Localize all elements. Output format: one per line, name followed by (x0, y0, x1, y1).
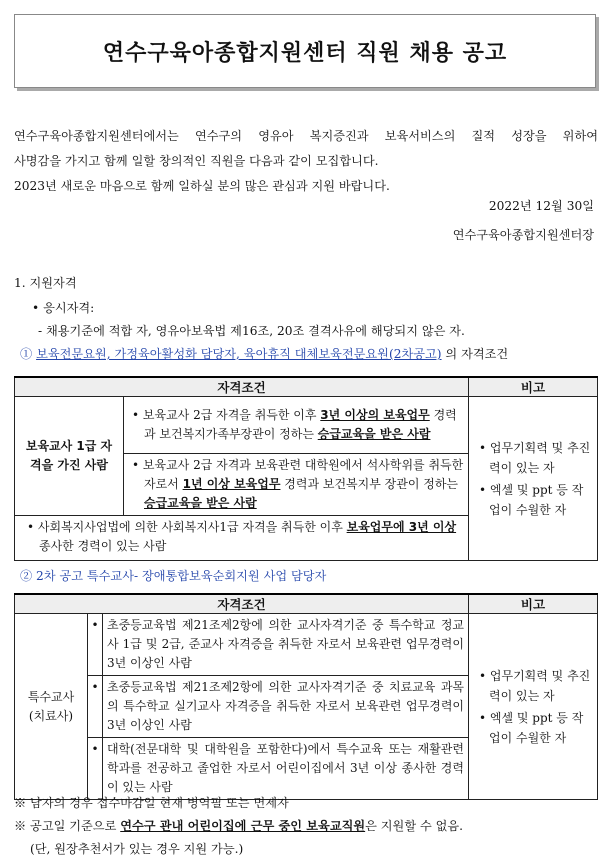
qualification-table-1 (14, 376, 598, 561)
eligibility-bullet: • 응시자격: (32, 301, 95, 315)
table2-note (469, 614, 598, 800)
table1-note-1: • 업무기획력 및 추진력이 있는 자 (479, 440, 591, 475)
table2-header-note: 비고 (469, 594, 598, 614)
table2-bullet-3: • (88, 738, 103, 800)
table2-row-1: 초중등교육법 제21조제2항에 의한 교사자격기준 중 특수학교 정교사 1급 및 2급, 준교사 자격증을 취득한 자로서 보육관련 업무경력이 3년 이상인 사람 (103, 614, 469, 676)
table1-row-1: • 보육교사 2급 자격을 취득한 이후 3년 이상의 보육업무 경력과 보건복지가족부장관이 정하는 승급교육을 받은 사람 (124, 397, 469, 454)
eligibility-sub: - 채용기준에 적합 자, 영유아보육법 제16조, 20조 결격사유에 해당되지 않은 자. (38, 324, 465, 338)
footnote-military: ※ 남자의 경우 접수마감일 현재 병역필 또는 면제자 (14, 796, 289, 810)
table1-row-2: • 보육교사 2급 자격과 보육관련 대학원에서 석사학위를 취득한 자로서 1년 이상 보육업무 경력과 보건복지부 장관이 정하는 승급교육을 받은 사람 (124, 454, 469, 516)
page-title: 연수구육아종합지원센터 직원 채용 공고 (102, 40, 508, 66)
announcement-date: 2022년 12월 30일 (488, 199, 594, 213)
part1-marker: ① (20, 347, 33, 361)
title-box (14, 14, 596, 88)
table1-target: 보육교사 1급 자격을 가진 사람 (15, 397, 124, 516)
table2-note-2: • 엑셀 및 ppt 등 작업이 수월한 자 (479, 710, 584, 745)
table2-note-1: • 업무기획력 및 추진력이 있는 자 (479, 668, 591, 703)
table2-row-3: 대학(전문대학 및 대학원을 포함한다)에서 특수교육 또는 재활관련 학과를 전공하고 졸업한 자로서 어린이집에서 3년 이상 종사한 경력이 있는 사람 (103, 738, 469, 800)
table2-header-conditions: 자격조건 (15, 594, 469, 614)
part1-title: 보육전문요원, 가정육아활성화 담당자, 육아휴직 대체보육전문요원(2차공고) (36, 347, 442, 361)
table1-note-2: • 엑셀 및 ppt 등 작업이 수월한 자 (479, 482, 584, 517)
footnote-exception: (단, 원장추천서가 있는 경우 지원 가능.) (30, 842, 244, 856)
intro-line-1: 연수구육아종합지원센터에서는 연수구의 영유아 복지증진과 보육서비스의 질적 성장을 위하여 (14, 129, 598, 143)
intro-paragraph (14, 124, 598, 199)
table1-header-conditions: 자격조건 (15, 377, 469, 397)
part2-heading: ② 2차 공고 특수교사- 장애통합보육순회지원 사업 담당자 (20, 569, 327, 583)
qualification-table-2 (14, 593, 598, 800)
table2-bullet-2: • (88, 676, 103, 738)
table2-target: 특수교사 (치료사) (15, 614, 88, 800)
intro-line-3: 2023년 새로운 마음으로 함께 일하실 분의 많은 관심과 지원 바랍니다. (14, 179, 390, 193)
footnote-restriction: ※ 공고일 기준으로 연수구 관내 어린이집에 근무 중인 보육교직원은 지원할 수 없음. (14, 819, 464, 833)
section-heading: 1. 지원자격 (14, 276, 77, 290)
table1-header-note: 비고 (469, 377, 598, 397)
part1-heading (20, 345, 606, 362)
table1-row-3: • 사회복지사업법에 의한 사회복지사1급 자격을 취득한 이후 보육업무에 3년 이상 종사한 경력이 있는 사람 (15, 516, 469, 561)
table1-note (469, 397, 598, 561)
intro-line-2: 사명감을 가지고 함께 일할 창의적인 직원을 다음과 같이 모집합니다. (14, 154, 379, 168)
signer: 연수구육아종합지원센터장 (452, 228, 594, 242)
table2-row-2: 초중등교육법 제21조제2항에 의한 교사자격기준 중 치료교육 과목의 특수학교 실기교사 자격증을 취득한 자로서 보육관련 업무경력이 3년 이상인 사람 (103, 676, 469, 738)
part1-suffix: 의 자격조건 (441, 347, 509, 361)
table2-bullet-1: • (88, 614, 103, 676)
